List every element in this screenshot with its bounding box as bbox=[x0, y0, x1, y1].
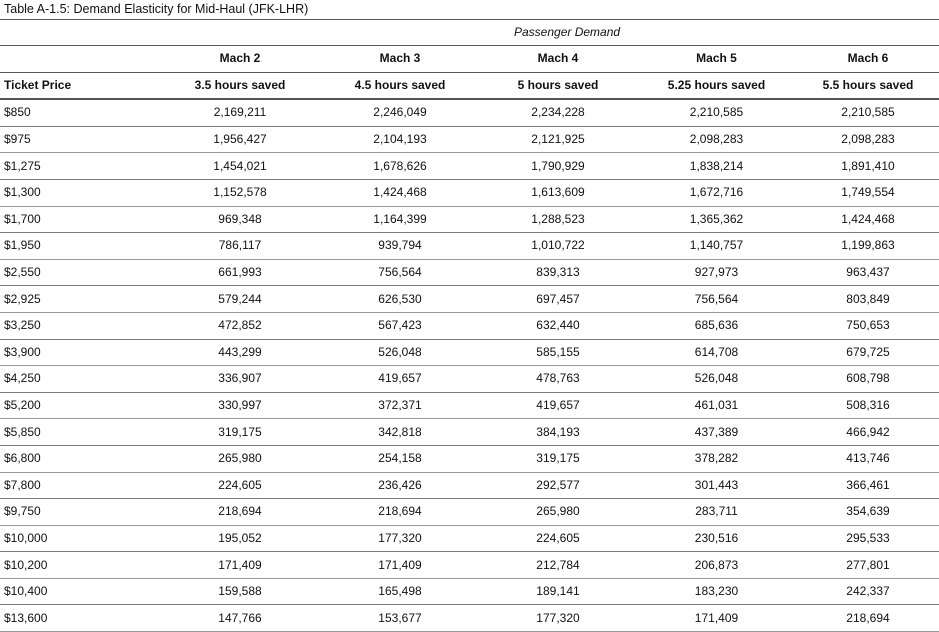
demand-value-cell: 2,098,283 bbox=[797, 126, 939, 153]
demand-value-cell: 342,818 bbox=[320, 419, 480, 446]
ticket-price-cell: $9,750 bbox=[0, 499, 160, 526]
ticket-price-cell: $1,700 bbox=[0, 206, 160, 233]
demand-value-cell: 319,175 bbox=[480, 445, 636, 472]
demand-value-cell: 292,577 bbox=[480, 472, 636, 499]
demand-value-cell: 265,980 bbox=[480, 499, 636, 526]
table-row bbox=[0, 153, 939, 180]
ticket-price-cell: $13,600 bbox=[0, 605, 160, 632]
table-row bbox=[0, 392, 939, 419]
demand-value-cell: 153,677 bbox=[320, 605, 480, 632]
demand-value-cell: 236,426 bbox=[320, 472, 480, 499]
demand-elasticity-table bbox=[0, 17, 939, 632]
ticket-price-header: Ticket Price bbox=[0, 72, 160, 99]
demand-value-cell: 786,117 bbox=[160, 233, 320, 260]
ticket-price-cell: $3,250 bbox=[0, 312, 160, 339]
demand-value-cell: 756,564 bbox=[636, 286, 797, 313]
demand-value-cell: 1,838,214 bbox=[636, 153, 797, 180]
demand-value-cell: 413,746 bbox=[797, 445, 939, 472]
table-row bbox=[0, 206, 939, 233]
ticket-price-cell: $10,200 bbox=[0, 552, 160, 579]
column-header-hours-saved: 4.5 hours saved bbox=[320, 72, 480, 99]
ticket-price-cell: $4,250 bbox=[0, 366, 160, 393]
demand-value-cell: 461,031 bbox=[636, 392, 797, 419]
demand-value-cell: 177,320 bbox=[480, 605, 636, 632]
demand-value-cell: 206,873 bbox=[636, 552, 797, 579]
column-header-mach: Mach 6 bbox=[797, 46, 939, 73]
table-row bbox=[0, 233, 939, 260]
ticket-price-cell: $10,000 bbox=[0, 525, 160, 552]
table-row bbox=[0, 419, 939, 446]
demand-value-cell: 265,980 bbox=[160, 445, 320, 472]
table-row bbox=[0, 286, 939, 313]
column-header-hours-saved: 3.5 hours saved bbox=[160, 72, 320, 99]
demand-value-cell: 159,588 bbox=[160, 578, 320, 605]
demand-value-cell: 147,766 bbox=[160, 605, 320, 632]
table-row bbox=[0, 445, 939, 472]
demand-value-cell: 437,389 bbox=[636, 419, 797, 446]
demand-value-cell: 1,749,554 bbox=[797, 179, 939, 206]
demand-value-cell: 1,164,399 bbox=[320, 206, 480, 233]
demand-value-cell: 372,371 bbox=[320, 392, 480, 419]
demand-value-cell: 2,246,049 bbox=[320, 99, 480, 126]
table-row bbox=[0, 126, 939, 153]
demand-value-cell: 614,708 bbox=[636, 339, 797, 366]
demand-value-cell: 195,052 bbox=[160, 525, 320, 552]
demand-value-cell: 756,564 bbox=[320, 259, 480, 286]
demand-value-cell: 963,437 bbox=[797, 259, 939, 286]
demand-value-cell: 230,516 bbox=[636, 525, 797, 552]
ticket-price-cell: $1,950 bbox=[0, 233, 160, 260]
demand-value-cell: 478,763 bbox=[480, 366, 636, 393]
demand-value-cell: 1,288,523 bbox=[480, 206, 636, 233]
demand-value-cell: 1,891,410 bbox=[797, 153, 939, 180]
demand-value-cell: 378,282 bbox=[636, 445, 797, 472]
ticket-price-cell: $6,800 bbox=[0, 445, 160, 472]
table-row bbox=[0, 339, 939, 366]
group-header-row bbox=[0, 20, 939, 46]
table-row bbox=[0, 312, 939, 339]
column-header-hours-saved: 5.5 hours saved bbox=[797, 72, 939, 99]
demand-value-cell: 171,409 bbox=[160, 552, 320, 579]
ticket-price-cell: $2,925 bbox=[0, 286, 160, 313]
ticket-price-cell: $5,200 bbox=[0, 392, 160, 419]
demand-value-cell: 2,234,228 bbox=[480, 99, 636, 126]
demand-value-cell: 218,694 bbox=[797, 605, 939, 632]
demand-value-cell: 171,409 bbox=[636, 605, 797, 632]
demand-value-cell: 1,454,021 bbox=[160, 153, 320, 180]
demand-value-cell: 384,193 bbox=[480, 419, 636, 446]
demand-value-cell: 242,337 bbox=[797, 578, 939, 605]
demand-value-cell: 2,098,283 bbox=[636, 126, 797, 153]
demand-value-cell: 2,104,193 bbox=[320, 126, 480, 153]
demand-value-cell: 697,457 bbox=[480, 286, 636, 313]
demand-value-cell: 1,424,468 bbox=[320, 179, 480, 206]
demand-value-cell: 508,316 bbox=[797, 392, 939, 419]
demand-value-cell: 189,141 bbox=[480, 578, 636, 605]
demand-value-cell: 295,533 bbox=[797, 525, 939, 552]
demand-value-cell: 218,694 bbox=[320, 499, 480, 526]
ticket-price-cell: $1,300 bbox=[0, 179, 160, 206]
hours-saved-header-row bbox=[0, 72, 939, 99]
demand-value-cell: 1,365,362 bbox=[636, 206, 797, 233]
ticket-price-cell: $7,800 bbox=[0, 472, 160, 499]
demand-value-cell: 969,348 bbox=[160, 206, 320, 233]
demand-value-cell: 419,657 bbox=[320, 366, 480, 393]
table-body bbox=[0, 99, 939, 631]
column-header-hours-saved: 5 hours saved bbox=[480, 72, 636, 99]
demand-value-cell: 165,498 bbox=[320, 578, 480, 605]
demand-value-cell: 183,230 bbox=[636, 578, 797, 605]
demand-value-cell: 626,530 bbox=[320, 286, 480, 313]
table-row bbox=[0, 472, 939, 499]
column-header-hours-saved: 5.25 hours saved bbox=[636, 72, 797, 99]
demand-value-cell: 443,299 bbox=[160, 339, 320, 366]
demand-value-cell: 466,942 bbox=[797, 419, 939, 446]
table-row bbox=[0, 525, 939, 552]
ticket-price-cell: $975 bbox=[0, 126, 160, 153]
demand-value-cell: 632,440 bbox=[480, 312, 636, 339]
demand-value-cell: 330,997 bbox=[160, 392, 320, 419]
demand-value-cell: 1,678,626 bbox=[320, 153, 480, 180]
stub-header-empty bbox=[0, 46, 160, 73]
demand-value-cell: 1,424,468 bbox=[797, 206, 939, 233]
table-row bbox=[0, 552, 939, 579]
table-row bbox=[0, 179, 939, 206]
table-header bbox=[0, 17, 939, 99]
table-row bbox=[0, 366, 939, 393]
demand-value-cell: 224,605 bbox=[160, 472, 320, 499]
demand-value-cell: 1,790,929 bbox=[480, 153, 636, 180]
demand-value-cell: 1,140,757 bbox=[636, 233, 797, 260]
column-header-mach: Mach 5 bbox=[636, 46, 797, 73]
table-row bbox=[0, 605, 939, 632]
demand-value-cell: 212,784 bbox=[480, 552, 636, 579]
column-header-mach: Mach 4 bbox=[480, 46, 636, 73]
demand-value-cell: 171,409 bbox=[320, 552, 480, 579]
demand-value-cell: 354,639 bbox=[797, 499, 939, 526]
demand-value-cell: 2,121,925 bbox=[480, 126, 636, 153]
ticket-price-cell: $2,550 bbox=[0, 259, 160, 286]
demand-value-cell: 2,210,585 bbox=[797, 99, 939, 126]
demand-value-cell: 218,694 bbox=[160, 499, 320, 526]
group-header-passenger-demand: Passenger Demand bbox=[480, 20, 939, 46]
demand-value-cell: 1,613,609 bbox=[480, 179, 636, 206]
demand-value-cell: 679,725 bbox=[797, 339, 939, 366]
table-row bbox=[0, 99, 939, 126]
demand-value-cell: 277,801 bbox=[797, 552, 939, 579]
demand-value-cell: 927,973 bbox=[636, 259, 797, 286]
demand-value-cell: 685,636 bbox=[636, 312, 797, 339]
table-row bbox=[0, 259, 939, 286]
demand-value-cell: 661,993 bbox=[160, 259, 320, 286]
ticket-price-cell: $850 bbox=[0, 99, 160, 126]
demand-value-cell: 1,010,722 bbox=[480, 233, 636, 260]
table-row bbox=[0, 499, 939, 526]
demand-value-cell: 585,155 bbox=[480, 339, 636, 366]
demand-value-cell: 1,956,427 bbox=[160, 126, 320, 153]
demand-value-cell: 750,653 bbox=[797, 312, 939, 339]
demand-value-cell: 1,199,863 bbox=[797, 233, 939, 260]
demand-value-cell: 283,711 bbox=[636, 499, 797, 526]
ticket-price-cell: $10,400 bbox=[0, 578, 160, 605]
demand-value-cell: 254,158 bbox=[320, 445, 480, 472]
demand-value-cell: 1,672,716 bbox=[636, 179, 797, 206]
demand-value-cell: 366,461 bbox=[797, 472, 939, 499]
ticket-price-cell: $5,850 bbox=[0, 419, 160, 446]
demand-value-cell: 579,244 bbox=[160, 286, 320, 313]
column-header-mach: Mach 3 bbox=[320, 46, 480, 73]
demand-value-cell: 472,852 bbox=[160, 312, 320, 339]
demand-value-cell: 1,152,578 bbox=[160, 179, 320, 206]
demand-value-cell: 336,907 bbox=[160, 366, 320, 393]
column-header-mach: Mach 2 bbox=[160, 46, 320, 73]
demand-value-cell: 177,320 bbox=[320, 525, 480, 552]
mach-header-row bbox=[0, 46, 939, 73]
demand-value-cell: 319,175 bbox=[160, 419, 320, 446]
table-row bbox=[0, 578, 939, 605]
demand-value-cell: 803,849 bbox=[797, 286, 939, 313]
demand-value-cell: 2,210,585 bbox=[636, 99, 797, 126]
ticket-price-cell: $3,900 bbox=[0, 339, 160, 366]
demand-value-cell: 567,423 bbox=[320, 312, 480, 339]
demand-value-cell: 2,169,211 bbox=[160, 99, 320, 126]
demand-value-cell: 526,048 bbox=[320, 339, 480, 366]
demand-value-cell: 526,048 bbox=[636, 366, 797, 393]
demand-value-cell: 224,605 bbox=[480, 525, 636, 552]
demand-value-cell: 419,657 bbox=[480, 392, 636, 419]
demand-value-cell: 608,798 bbox=[797, 366, 939, 393]
demand-value-cell: 939,794 bbox=[320, 233, 480, 260]
demand-value-cell: 839,313 bbox=[480, 259, 636, 286]
demand-value-cell: 301,443 bbox=[636, 472, 797, 499]
table-caption: Table A-1.5: Demand Elasticity for Mid-Haul (JFK-LHR) bbox=[4, 2, 309, 16]
ticket-price-cell: $1,275 bbox=[0, 153, 160, 180]
